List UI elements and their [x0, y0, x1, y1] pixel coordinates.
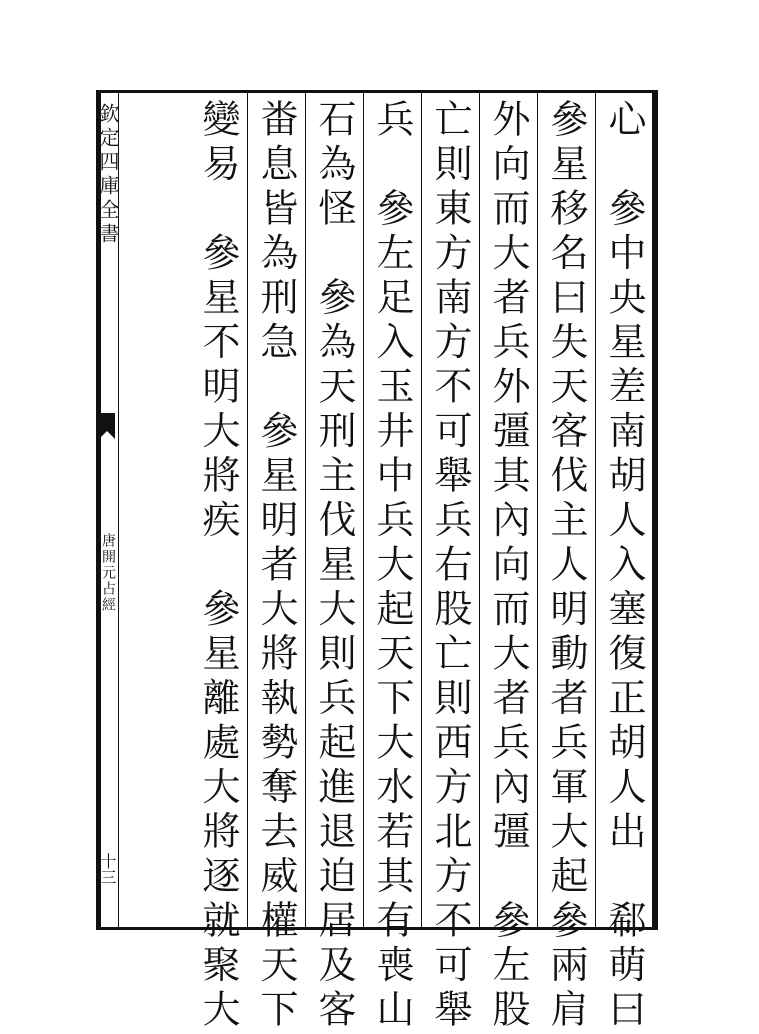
text-column-6: 石為怪 參為天刑主伐星大則兵起進退迫居及客 — [305, 93, 363, 927]
text-column-4: 亡則東方南方不可舉兵右股亡則西方北方不可舉 — [421, 93, 479, 927]
chapter-title: 唐開元占經 — [100, 533, 116, 613]
text-column-5: 兵 參左足入玉井中兵大起天下大水若其有喪山 — [363, 93, 421, 927]
text-column-1: 心 參中央星差南胡人入塞復正胡人出 郗萌曰 — [595, 93, 653, 927]
page-number: 十三 — [98, 853, 117, 885]
page-margin-column — [97, 93, 119, 927]
text-columns — [118, 93, 653, 1034]
book-title: 欽定四庫全書 — [96, 103, 120, 247]
text-column-3: 外向而大者兵外彊其內向而大者兵內彊 參左股 — [479, 93, 537, 927]
text-column-8: 變易 參星不明大將疾 參星離處大將逐就聚大 — [196, 99, 240, 1034]
text-column-2: 參星移名曰失天客伐主人明動者兵軍大起參兩肩 — [537, 93, 595, 927]
fishtail-mark-icon — [99, 413, 115, 439]
text-column-7: 畨息皆為刑急 參星明者大將執勢奪去威權天下 — [247, 93, 305, 927]
